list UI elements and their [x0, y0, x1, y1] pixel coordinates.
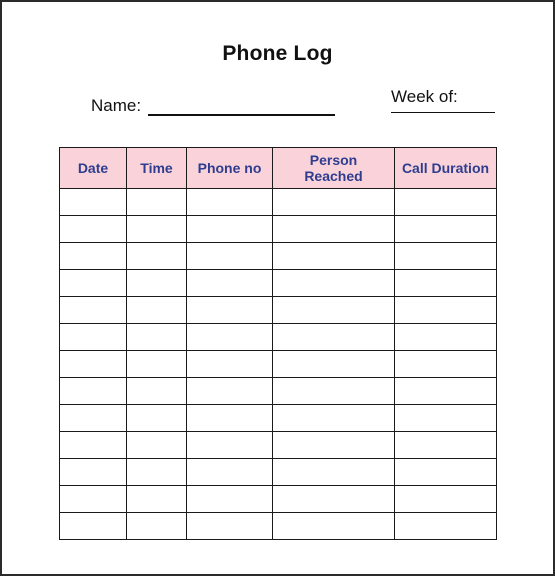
table-cell[interactable] — [395, 189, 497, 216]
table-cell[interactable] — [60, 216, 127, 243]
table-cell[interactable] — [127, 324, 187, 351]
table-cell[interactable] — [273, 270, 395, 297]
column-header-date: Date — [60, 148, 127, 189]
table-cell[interactable] — [395, 270, 497, 297]
table-row — [60, 351, 497, 378]
table-cell[interactable] — [273, 486, 395, 513]
table-cell[interactable] — [273, 513, 395, 540]
table-cell[interactable] — [60, 270, 127, 297]
table-cell[interactable] — [60, 486, 127, 513]
table-cell[interactable] — [187, 459, 273, 486]
name-field[interactable] — [148, 114, 335, 116]
table-cell[interactable] — [273, 378, 395, 405]
week-of-label: Week of: — [391, 87, 458, 106]
table-cell[interactable] — [187, 297, 273, 324]
table-cell[interactable] — [273, 243, 395, 270]
table-row — [60, 189, 497, 216]
table-cell[interactable] — [60, 513, 127, 540]
table-row — [60, 459, 497, 486]
table-cell[interactable] — [60, 189, 127, 216]
table-row — [60, 432, 497, 459]
table-row — [60, 297, 497, 324]
table-cell[interactable] — [187, 216, 273, 243]
table-row — [60, 243, 497, 270]
table-row — [60, 378, 497, 405]
table-cell[interactable] — [187, 513, 273, 540]
table-cell[interactable] — [395, 486, 497, 513]
table-cell[interactable] — [60, 378, 127, 405]
table-cell[interactable] — [395, 297, 497, 324]
table-cell[interactable] — [127, 459, 187, 486]
table-cell[interactable] — [187, 378, 273, 405]
table-cell[interactable] — [187, 189, 273, 216]
table-cell[interactable] — [395, 432, 497, 459]
column-header-call-duration: Call Duration — [395, 148, 497, 189]
table-cell[interactable] — [273, 351, 395, 378]
table-cell[interactable] — [273, 216, 395, 243]
table-cell[interactable] — [395, 513, 497, 540]
table-cell[interactable] — [273, 297, 395, 324]
table-row — [60, 270, 497, 297]
table-cell[interactable] — [60, 459, 127, 486]
document-title: Phone Log — [222, 42, 333, 65]
table-cell[interactable] — [127, 297, 187, 324]
table-cell[interactable] — [395, 216, 497, 243]
week-of-field[interactable] — [391, 112, 495, 113]
table-cell[interactable] — [127, 270, 187, 297]
name-label: Name: — [91, 96, 142, 115]
table-cell[interactable] — [273, 405, 395, 432]
table-cell[interactable] — [187, 270, 273, 297]
table-cell[interactable] — [395, 378, 497, 405]
table-row — [60, 324, 497, 351]
table-cell[interactable] — [273, 189, 395, 216]
table-cell[interactable] — [395, 351, 497, 378]
table-body — [60, 189, 497, 540]
table-row — [60, 405, 497, 432]
table-row — [60, 513, 497, 540]
column-header-person-reached: Person Reached — [273, 148, 395, 189]
table-cell[interactable] — [127, 378, 187, 405]
table-cell[interactable] — [187, 324, 273, 351]
table-cell[interactable] — [395, 324, 497, 351]
table-cell[interactable] — [187, 405, 273, 432]
column-header-time: Time — [127, 148, 187, 189]
table-cell[interactable] — [60, 324, 127, 351]
table-cell[interactable] — [127, 486, 187, 513]
table-cell[interactable] — [273, 432, 395, 459]
table-cell[interactable] — [60, 297, 127, 324]
table-cell[interactable] — [187, 351, 273, 378]
table-cell[interactable] — [273, 459, 395, 486]
table-cell[interactable] — [127, 351, 187, 378]
table-cell[interactable] — [395, 243, 497, 270]
table-cell[interactable] — [395, 459, 497, 486]
table-row — [60, 486, 497, 513]
table-cell[interactable] — [60, 351, 127, 378]
table-cell[interactable] — [127, 405, 187, 432]
table-cell[interactable] — [60, 405, 127, 432]
table-row — [60, 216, 497, 243]
table-cell[interactable] — [127, 216, 187, 243]
table-cell[interactable] — [395, 405, 497, 432]
table-cell[interactable] — [187, 486, 273, 513]
table-cell[interactable] — [187, 243, 273, 270]
table-cell[interactable] — [127, 243, 187, 270]
table-cell[interactable] — [273, 324, 395, 351]
table-cell[interactable] — [127, 513, 187, 540]
phone-log-table — [59, 147, 497, 540]
table-cell[interactable] — [187, 432, 273, 459]
table-cell[interactable] — [60, 432, 127, 459]
table-cell[interactable] — [60, 243, 127, 270]
table-cell[interactable] — [127, 432, 187, 459]
table-cell[interactable] — [127, 189, 187, 216]
table-header-row — [60, 148, 497, 189]
column-header-phone-no: Phone no — [187, 148, 273, 189]
